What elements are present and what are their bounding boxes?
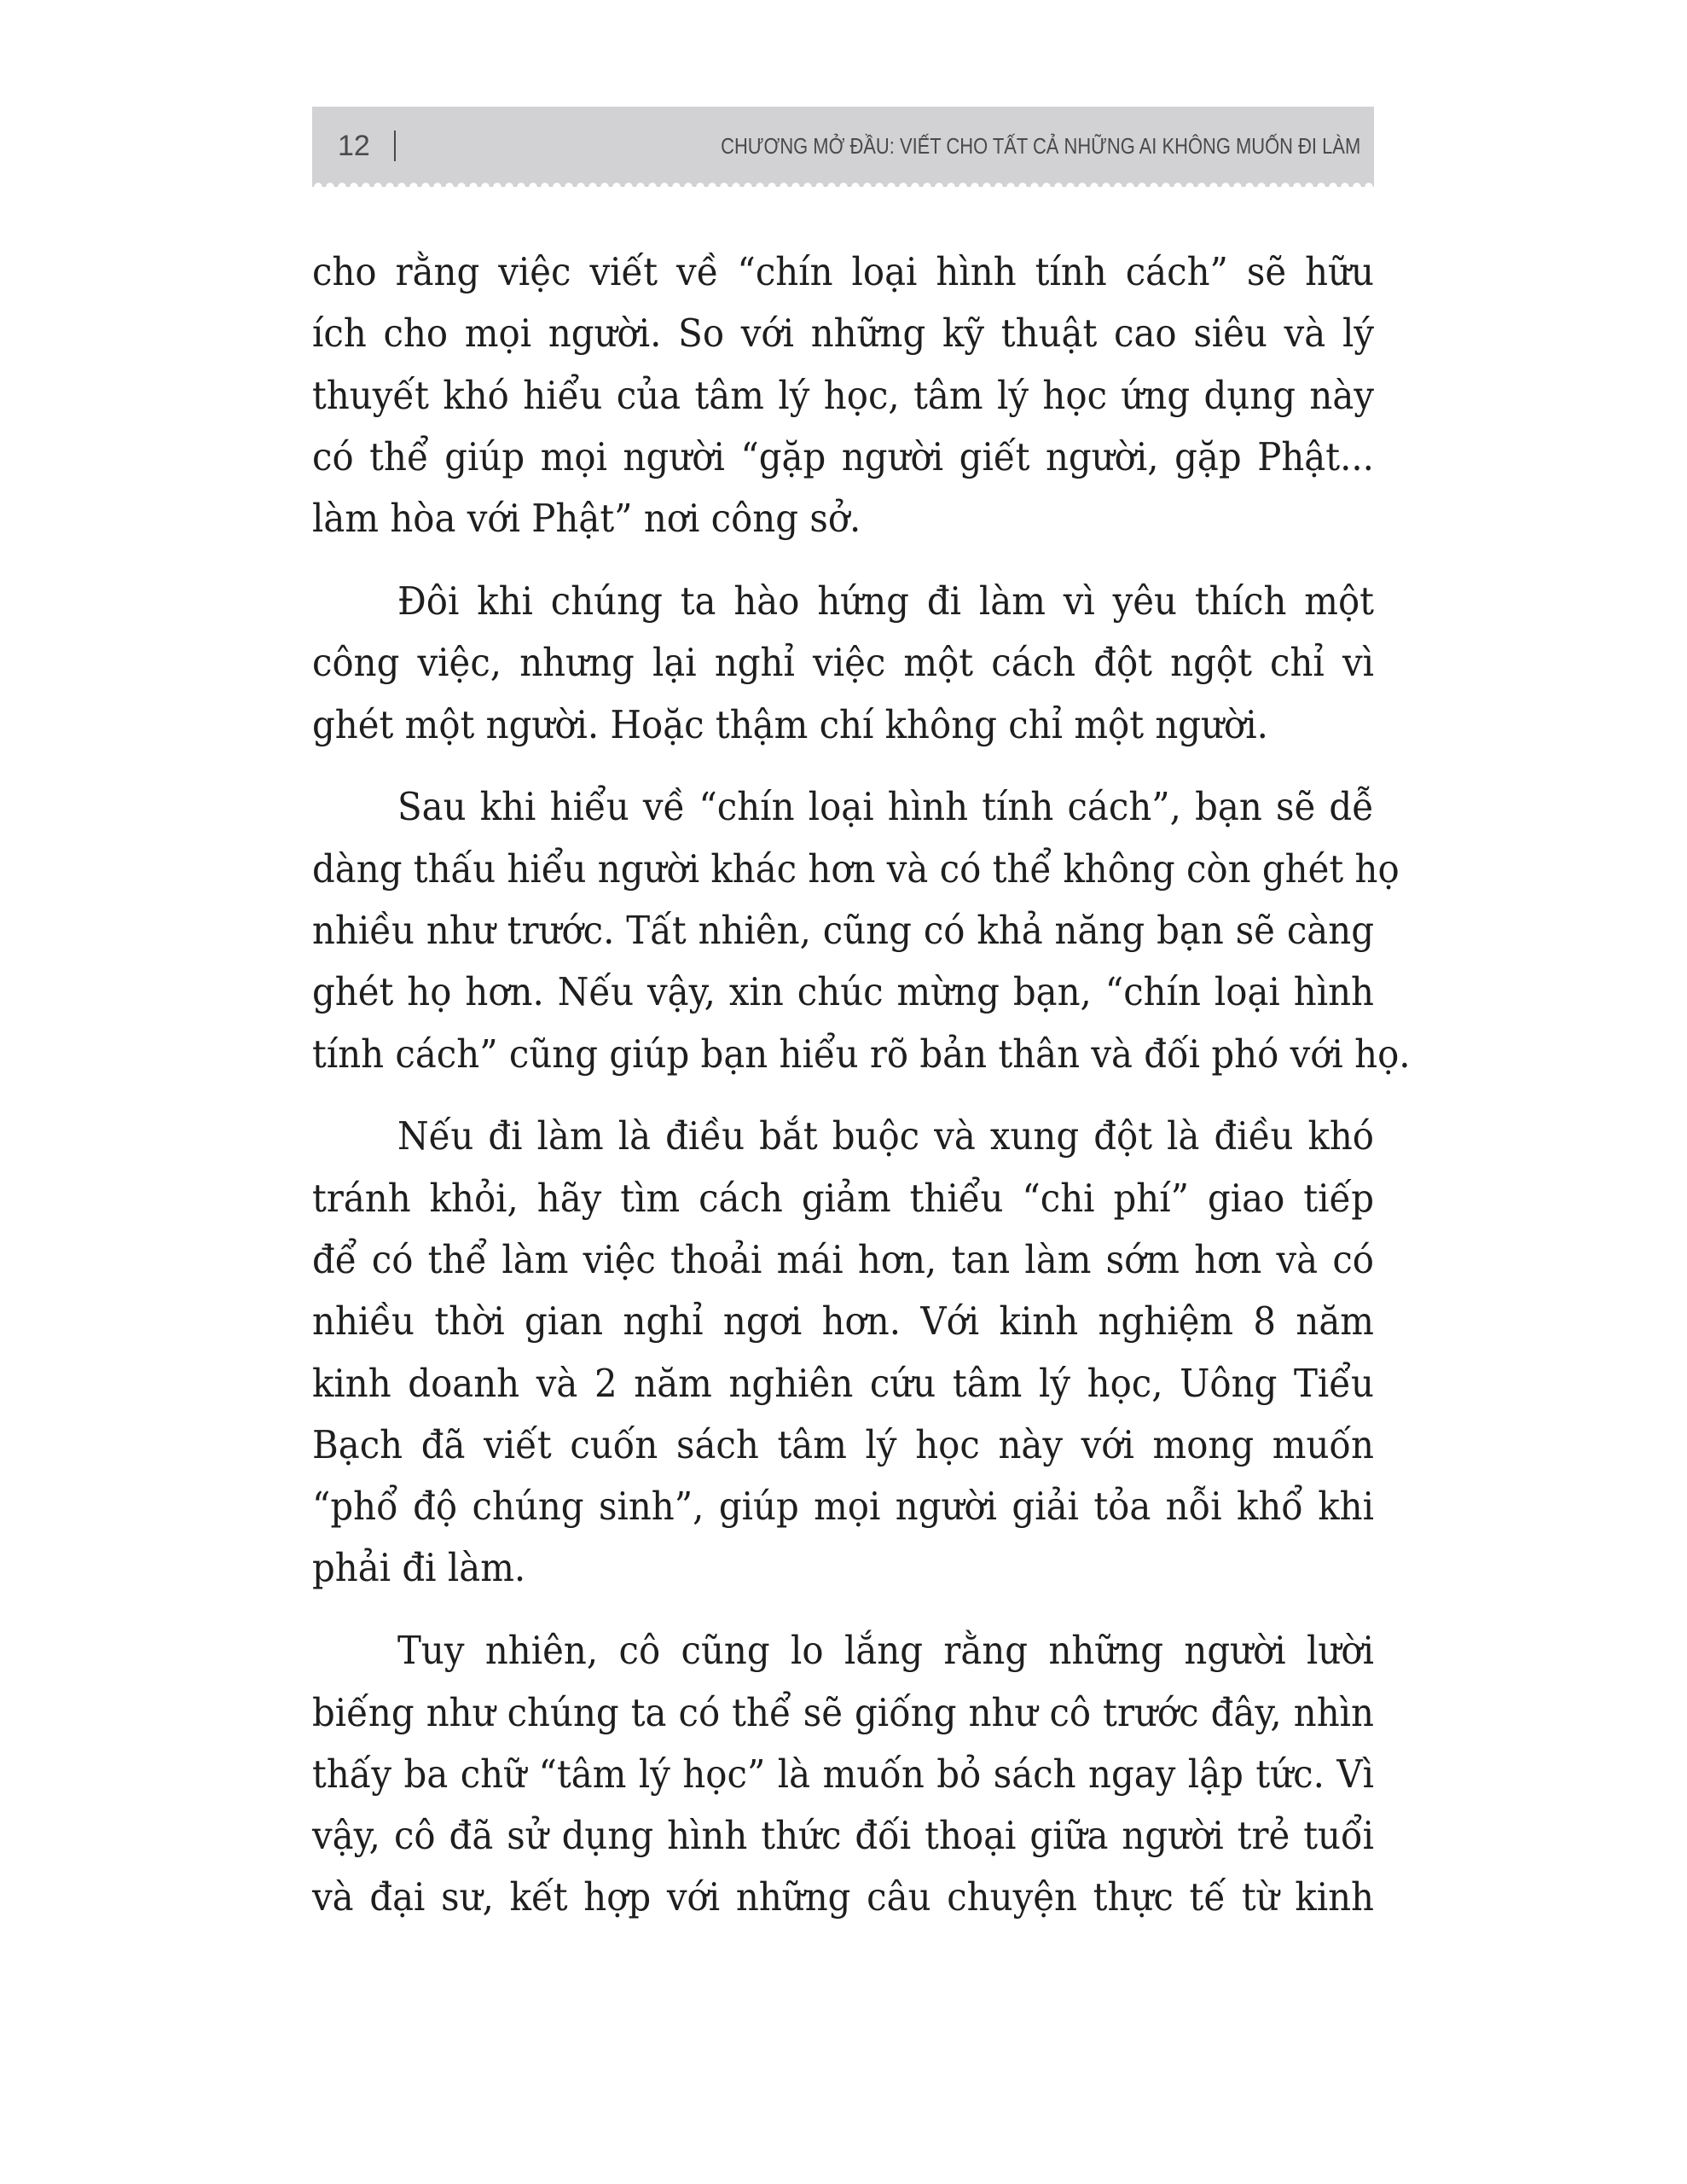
running-header <box>312 107 1374 182</box>
text-line: Đôi khi chúng ta hào hứng đi làm vì yêu thích một <box>397 578 1374 624</box>
paragraph <box>312 241 1374 549</box>
text-line: làm hòa với Phật” nơi công sở. <box>312 496 861 542</box>
text-line: có thể giúp mọi người “gặp người giết người, gặp Phật... <box>312 433 1374 479</box>
text-line: công việc, nhưng lại nghỉ việc một cách đột ngột chỉ vì <box>312 640 1374 686</box>
text-line: và đại sư, kết hợp với những câu chuyện thực tế từ kinh <box>312 1874 1374 1920</box>
text-line: “phổ độ chúng sinh”, giúp mọi người giải tỏa nỗi khổ khi <box>312 1484 1374 1530</box>
text-line: thuyết khó hiểu của tâm lý học, tâm lý học ứng dụng này <box>312 372 1374 418</box>
chapter-title: CHƯƠNG MỞ ĐẦU: VIẾT CHO TẤT CẢ NHỮNG AI KHÔNG MUỐN ĐI LÀM <box>720 135 1360 159</box>
header-separator <box>394 131 396 161</box>
paragraph <box>312 571 1374 756</box>
text-line: ích cho mọi người. So với những kỹ thuật cao siêu và lý <box>312 311 1374 357</box>
body-text <box>312 241 1411 1949</box>
text-line: nhiều như trước. Tất nhiên, cũng có khả năng bạn sẽ càng <box>312 907 1374 953</box>
text-line: nhiều thời gian nghỉ ngơi hơn. Với kinh nghiệm 8 năm <box>312 1298 1374 1345</box>
text-line: Sau khi hiểu về “chín loại hình tính cách”, bạn sẽ dễ <box>397 784 1374 830</box>
text-line: Bạch đã viết cuốn sách tâm lý học này với mong muốn <box>312 1421 1374 1467</box>
text-line: kinh doanh và 2 năm nghiên cứu tâm lý học, Uông Tiểu <box>312 1360 1374 1406</box>
page-number: 12 <box>338 130 370 162</box>
text-line: biếng như chúng ta có thể sẽ giống như cô trước đây, nhìn <box>312 1689 1374 1735</box>
text-line: tránh khỏi, hãy tìm cách giảm thiểu “chi phí” giao tiếp <box>312 1175 1374 1221</box>
text-line: vậy, cô đã sử dụng hình thức đối thoại giữa người trẻ tuổi <box>312 1813 1374 1859</box>
text-line: dàng thấu hiểu người khác hơn và có thể không còn ghét họ <box>312 845 1400 892</box>
text-line: phải đi làm. <box>312 1545 526 1591</box>
text-line: cho rằng việc viết về “chín loại hình tính cách” sẽ hữu <box>312 249 1374 294</box>
text-line: ghét họ hơn. Nếu vậy, xin chúc mừng bạn, “chín loại hình <box>312 969 1374 1015</box>
paragraph <box>312 776 1411 1084</box>
text-line: tính cách” cũng giúp bạn hiểu rõ bản thân và đối phó với họ. <box>312 1031 1411 1077</box>
paragraph <box>312 1620 1374 1928</box>
text-line: để có thể làm việc thoải mái hơn, tan làm sớm hơn và có <box>312 1236 1374 1282</box>
paragraph <box>312 1106 1374 1599</box>
text-line: Nếu đi làm là điều bắt buộc và xung đột là điều khó <box>397 1113 1374 1159</box>
text-line: ghét một người. Hoặc thậm chí không chỉ một người. <box>312 701 1268 747</box>
text-line: thấy ba chữ “tâm lý học” là muốn bỏ sách ngay lập tức. Vì <box>312 1751 1374 1797</box>
text-line: Tuy nhiên, cô cũng lo lắng rằng những người lười <box>397 1628 1374 1674</box>
